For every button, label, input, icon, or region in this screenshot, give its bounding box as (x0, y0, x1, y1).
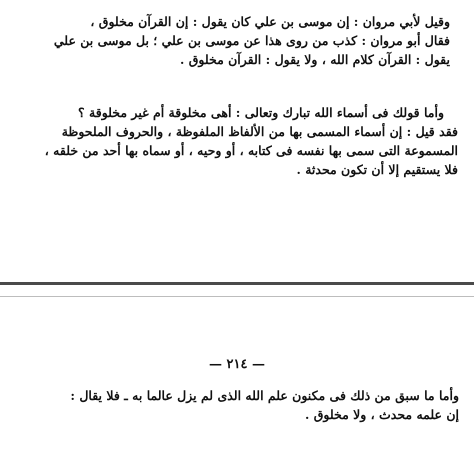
paragraph-1-line-2: فقال أبو مروان : كذب من روى هذا عن موسى بن علي ؛ بل موسى بن علي (53, 33, 450, 48)
paragraph-1-line-1: وقيل لأبي مروان : إن موسى بن علي كان يقول : إن القرآن مخلوق ، (90, 14, 450, 29)
paragraph-3-line-1: وأما ما سبق من ذلك فى مكنون علم الله الذى لم يزل عالما به ـ فلا يقال : (70, 388, 459, 403)
page-divider (0, 282, 474, 300)
paragraph-2 (18, 103, 458, 179)
paragraph-2-line-2: فقد قيل : إن أسماء المسمى بها من الألفاظ الملفوظة ، والحروف الملحوظة (61, 124, 458, 139)
paragraph-2-line-1: وأما قولك فى أسماء الله تبارك وتعالى : أهى مخلوقة أم غير مخلوقة ؟ (78, 105, 444, 120)
paragraph-2-line-4: فلا يستقيم إلا أن تكون محدثة . (296, 162, 458, 177)
paragraph-1-line-3: يقول : القرآن كلام الله ، ولا يقول : القرآن مخلوق . (180, 52, 450, 67)
paragraph-1 (30, 12, 450, 69)
paragraph-2-line-3: المسموعة التى سمى بها نفسه فى كتابه ، أو وحيه ، أو سماه بها أحد من خلقه ، (44, 143, 458, 158)
paragraph-3 (14, 386, 459, 424)
lower-page (0, 300, 474, 455)
page-number: — ٢١٤ — (208, 357, 265, 372)
paragraph-3-line-2: إن علمه محدث ، ولا مخلوق . (305, 407, 459, 422)
